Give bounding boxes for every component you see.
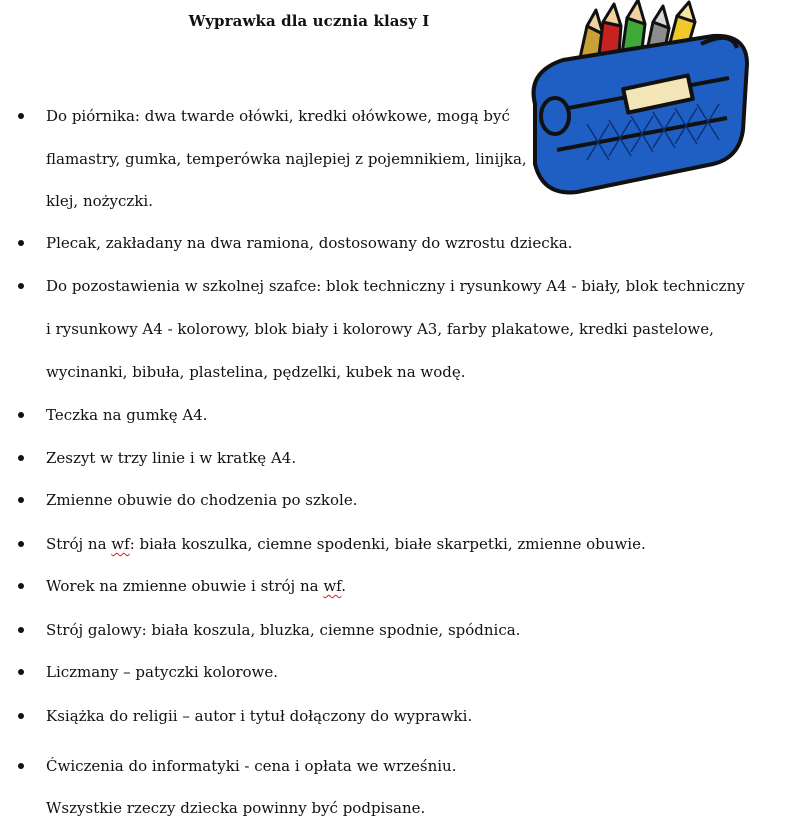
spellcheck-flagged-word: wf [111,535,130,553]
list-bullet [18,669,24,675]
list-bullet [18,283,24,289]
list-item-line: klej, nożyczki. [46,192,153,210]
list-item-line [46,576,346,596]
list-item-text: : biała koszulka, ciemne spodenki, białe skarpetki, zmienne obuwie. [129,535,646,553]
list-item-line: wycinanki, bibuła, plastelina, pędzelki, kubek na wodę. [46,363,466,381]
list-bullet [18,412,24,418]
list-item-line: Liczmany – patyczki kolorowe. [46,663,279,681]
list-item-line: Teczka na gumkę A4. [46,406,208,424]
list-bullet [18,763,24,769]
list-bullet [18,627,24,633]
list-item-line: Ćwiczenia do informatyki - cena i opłata we wrześniu. [46,757,457,775]
list-item-line: Zeszyt w trzy linie i w kratkę A4. [46,449,297,467]
list-item-text: Strój na [46,535,112,553]
list-item-line: flamastry, gumka, temperówka najlepiej z pojemnikiem, linijka, [46,150,527,168]
list-item-line [46,534,646,554]
list-bullet [18,455,24,461]
list-bullet [18,583,24,589]
pencil-case-icon [517,0,753,196]
list-item-line: Do pozostawienia w szkolnej szafce: blok techniczny i rysunkowy A4 - biały, blok techniczny [46,277,745,295]
list-item-line: Wszystkie rzeczy dziecka powinny być podpisane. [46,799,426,817]
list-bullet [18,713,24,719]
list-item-text: Worek na zmienne obuwie i strój na [46,577,324,595]
list-item-line: Plecak, zakładany na dwa ramiona, dostosowany do wzrostu dziecka. [46,234,573,252]
list-item-line: Książka do religii – autor i tytuł dołączony do wyprawki. [46,707,473,725]
spellcheck-flagged-word: wf [323,577,342,595]
list-item-line: Do piórnika: dwa twarde ołówki, kredki ołówkowe, mogą być [46,107,510,125]
list-item-line: Zmienne obuwie do chodzenia po szkole. [46,491,358,509]
list-bullet [18,541,24,547]
list-bullet [18,113,24,119]
page-title: Wyprawka dla ucznia klasy I [188,12,430,30]
list-bullet [18,497,24,503]
list-bullet [18,240,24,246]
list-item-line: Strój galowy: biała koszula, bluzka, ciemne spodnie, spódnica. [46,621,521,639]
list-item-text: . [341,577,346,595]
list-item-line: i rysunkowy A4 - kolorowy, blok biały i kolorowy A3, farby plakatowe, kredki pastelowe, [46,320,714,338]
